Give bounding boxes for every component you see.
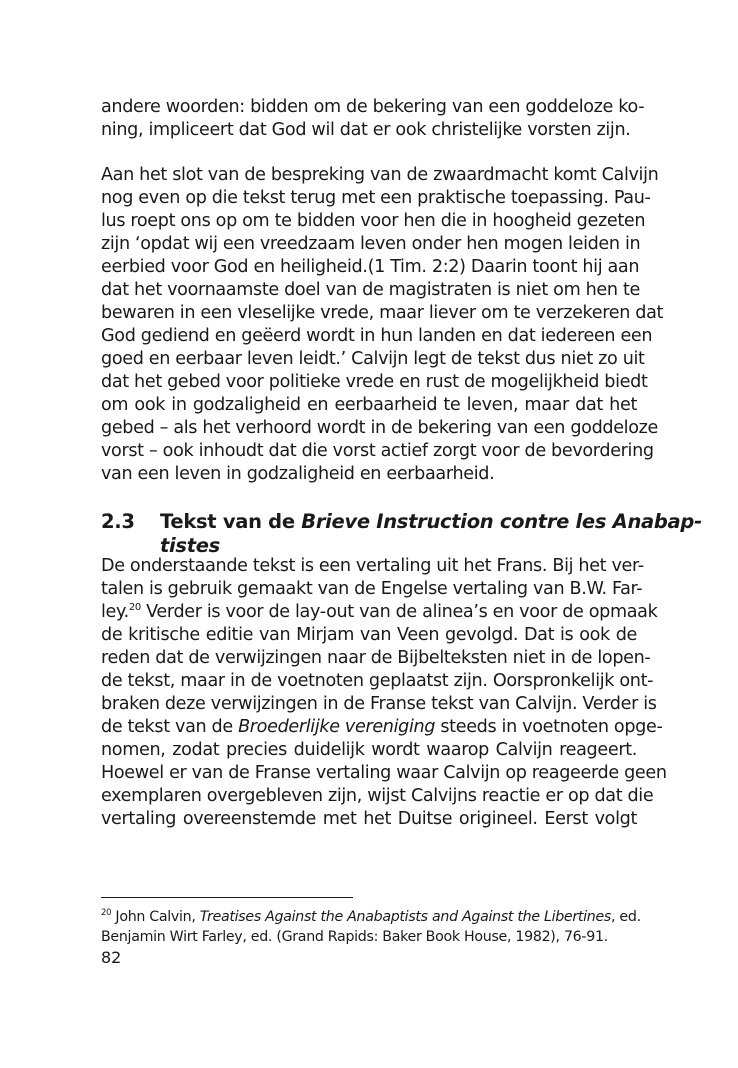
footnote-20-line-1	[101, 907, 641, 927]
paragraph-3-line-5: reden dat de verwijzingen naar de Bijbelteksten niet in de lopen-	[101, 648, 651, 668]
paragraph-3-line-6: de tekst, maar in de voetnoten geplaatst zijn. Oorspronkelijk ont-	[101, 671, 654, 691]
footnote-title: Treatises Against the Anabaptists and Against the Libertines	[199, 909, 612, 925]
footnote-line-1-end: , ed.	[611, 909, 641, 925]
section-title-italic-2: tistes	[160, 534, 220, 557]
paragraph-2-line-7: bewaren in een vleselijke vrede, maar liever om te verzekeren dat	[101, 303, 664, 323]
section-heading	[101, 509, 702, 559]
section-number: 2.3	[101, 510, 135, 533]
paragraph-3-line-10: Hoewel er van de Franse vertaling waar Calvijn op reageerde geen	[101, 763, 667, 783]
footnote-separator	[101, 897, 353, 898]
paragraph-3-line-8-start: de tekst van de	[101, 717, 239, 737]
footnote-ref-20[interactable]: 20	[128, 602, 141, 613]
paragraph-2-line-12: gebed – als het verhoord wordt in de bekering van een goddeloze	[101, 418, 658, 438]
paragraph-3-line-8	[101, 716, 663, 739]
paragraph-1-line-2: ning, impliceert dat God wil dat er ook christelijke vorsten zijn.	[101, 120, 631, 140]
paragraph-2-line-5: eerbied voor God en heiligheid.(1 Tim. 2:2) Daarin toont hij aan	[101, 257, 640, 277]
paragraph-1-line-1: andere woorden: bidden om de bekering van een goddeloze ko-	[101, 97, 645, 117]
paragraph-2-line-6: dat het voornaamste doel van de magistraten is niet om hen te	[101, 280, 640, 300]
paragraph-3-line-4: de kritische editie van Mirjam van Veen gevolgd. Dat is ook de	[101, 625, 637, 645]
paragraph-2-line-4: zijn ‘opdat wij een vreedzaam leven onder hen mogen leiden in	[101, 234, 641, 254]
paragraph-3-line-8-end: steeds in voetnoten opge-	[435, 717, 663, 737]
paragraph-3-line-9: nomen, zodat precies duidelijk wordt waarop Calvijn reageert.	[101, 740, 637, 760]
paragraph-3-line-12: vertaling overeenstemde met het Duitse origineel. Eerst volgt	[101, 809, 637, 829]
paragraph-3-line-11: exemplaren overgebleven zijn, wijst Calvijns reactie er op dat die	[101, 786, 654, 806]
paragraph-2-line-11: om ook in godzaligheid en eerbaarheid te leven, maar dat het	[101, 395, 637, 415]
paragraph-3-line-7: braken deze verwijzingen in de Franse tekst van Calvijn. Verder is	[101, 694, 657, 714]
footnote-line-1-start: John Calvin,	[111, 909, 200, 925]
footnote-marker: 20	[101, 908, 112, 918]
paragraph-2-line-8: God gediend en geëerd wordt in hun landen en dat iedereen een	[101, 326, 653, 346]
paragraph-3-line-2: talen is gebruik gemaakt van de Engelse vertaling van B.W. Far-	[101, 579, 643, 599]
paragraph-2-line-3: lus roept ons op om te bidden voor hen die in hoogheid gezeten	[101, 211, 646, 231]
paragraph-3-line-3-end: Verder is voor de lay-out van de alinea’s en voor de opmaak	[140, 602, 658, 622]
paragraph-2-line-13: vorst – ook inhoudt dat die vorst actief zorgt voor de bevordering	[101, 441, 654, 461]
section-title-italic-1: Brieve Instruction contre les Anabap-	[301, 510, 702, 533]
paragraph-2-line-14: van een leven in godzaligheid en eerbaarheid.	[101, 464, 495, 484]
paragraph-2-line-1: Aan het slot van de bespreking van de zwaardmacht komt Calvijn	[101, 165, 659, 185]
paragraph-2-line-10: dat het gebed voor politieke vrede en rust de mogelijkheid biedt	[101, 372, 648, 392]
paragraph-3-line-3	[101, 601, 658, 624]
paragraph-3-line-8-italic: Broederlijke vereniging	[238, 717, 436, 737]
section-title-plain: Tekst van de	[160, 510, 302, 533]
paragraph-2-line-9: goed en eerbaar leven leidt.’ Calvijn legt de tekst dus niet zo uit	[101, 349, 645, 369]
footnote-20-line-2: Benjamin Wirt Farley, ed. (Grand Rapids: Baker Book House, 1982), 76-91.	[101, 929, 608, 945]
paragraph-3-line-1: De onderstaande tekst is een vertaling uit het Frans. Bij het ver-	[101, 556, 644, 576]
paragraph-3-line-3-start: ley.	[101, 602, 129, 622]
paragraph-2-line-2: nog even op die tekst terug met een praktische toepassing. Pau-	[101, 188, 651, 208]
page-number: 82	[101, 948, 122, 967]
section-title-line-1	[160, 509, 702, 534]
